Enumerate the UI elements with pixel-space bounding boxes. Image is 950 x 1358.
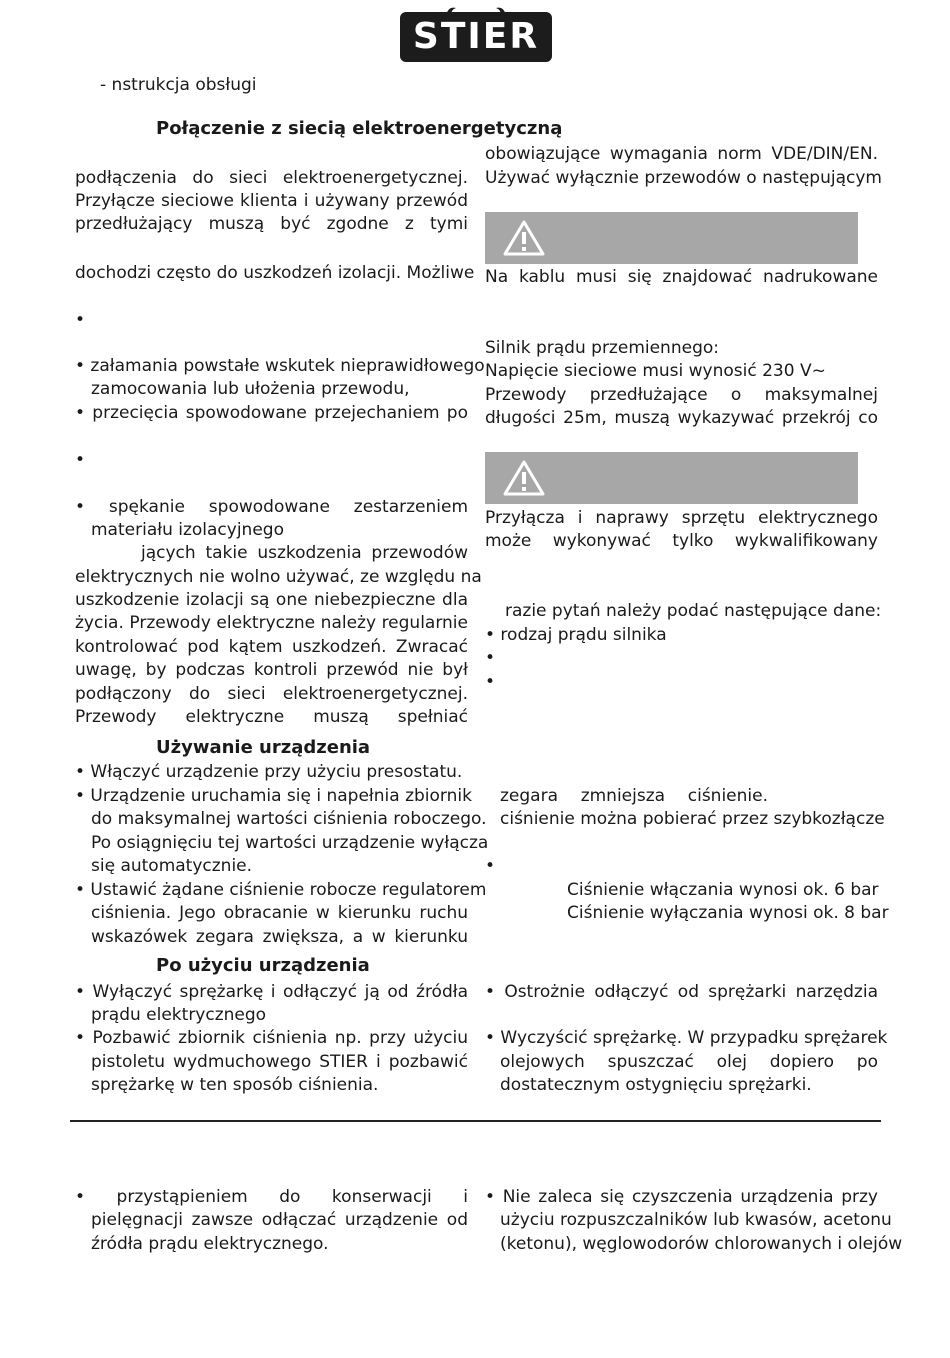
text-line: dochodzi często do uszkodzeń izolacji. Możliwe	[75, 263, 475, 283]
list-item-continuation: pistoletu wydmuchowego STIER i pozbawić	[91, 1052, 468, 1072]
bullet-empty: •	[485, 672, 496, 692]
heading-power-connection: Połączenie z siecią elektroenergetyczną	[156, 118, 563, 139]
list-item-continuation: dostatecznym ostygnięciu sprężarki.	[500, 1075, 812, 1095]
list-item-continuation: użyciu rozpuszczalników lub kwasów, acetonu	[500, 1210, 892, 1230]
text-line: Silnik prądu przemiennego:	[485, 338, 719, 358]
text-line: Przewody elektryczne muszą spełniać	[75, 707, 468, 727]
warning-box	[485, 212, 858, 264]
text-line: podłączenia do sieci elektroenergetycznej.	[75, 168, 468, 188]
list-item-continuation: źródła prądu elektrycznego.	[91, 1234, 329, 1254]
text-line: może wykonywać tylko wykwalifikowany	[485, 531, 878, 551]
list-item-continuation: ciśnienia. Jego obracanie w kierunku ruchu	[91, 903, 468, 923]
list-item: • przecięcia spowodowane przejechaniem po	[75, 403, 468, 423]
list-item-continuation: prądu elektrycznego	[91, 1005, 267, 1025]
list-item: • Urządzenie uruchamia się i napełnia zbiornik	[75, 786, 472, 806]
list-item: • przystąpieniem do konserwacji i	[75, 1187, 468, 1207]
list-item-continuation: zamocowania lub ułożenia przewodu,	[91, 379, 410, 399]
text-line: kontrolować pod kątem uszkodzeń. Zwracać	[75, 637, 468, 657]
list-item: • Pozbawić zbiornik ciśnienia np. przy użyciu	[75, 1028, 468, 1048]
heading-after-use: Po użyciu urządzenia	[156, 955, 370, 976]
bullet-empty: •	[485, 856, 496, 876]
list-item: • rodzaj prądu silnika	[485, 625, 667, 645]
list-item: • Włączyć urządzenie przy użyciu presostatu.	[75, 762, 463, 782]
list-item: • Ustawić żądane ciśnienie robocze regulatorem	[75, 880, 487, 900]
warning-box	[485, 452, 858, 504]
list-item: • Wyłączyć sprężarkę i odłączyć ją od źródła	[75, 982, 468, 1002]
text-line: obowiązujące wymagania norm VDE/DIN/EN.	[485, 144, 878, 164]
text-line: Przewody przedłużające o maksymalnej	[485, 385, 878, 405]
warning-triangle-icon	[503, 220, 545, 256]
list-item-continuation: się automatycznie.	[91, 856, 253, 876]
text-line: Przyłącze sieciowe klienta i używany przewód	[75, 191, 468, 211]
heading-using-device: Używanie urządzenia	[156, 737, 371, 758]
logo-text: STIER	[412, 16, 540, 57]
text-line: Ciśnienie wyłączania wynosi ok. 8 bar	[567, 903, 889, 923]
list-item-continuation: sprężarkę w ten sposób ciśnienia.	[91, 1075, 379, 1095]
list-item: • Ostrożnie odłączyć od sprężarki narzędzia	[485, 982, 878, 1002]
text-line: podłączony do sieci elektroenergetycznej.	[75, 684, 468, 704]
bullet-empty: •	[485, 648, 496, 668]
text-line: jących takie uszkodzenia przewodów	[141, 543, 468, 563]
list-item: • załamania powstałe wskutek nieprawidłowego	[75, 356, 485, 376]
text-line: ciśnienie można pobierać przez szybkozłącze	[500, 809, 885, 829]
list-item-continuation: pielęgnacji zawsze odłączać urządzenie od	[91, 1210, 468, 1230]
text-line: elektrycznych nie wolno używać, ze względu na	[75, 567, 482, 587]
header-line: - nstrukcja obsługi	[100, 75, 257, 95]
text-line: Napięcie sieciowe musi wynosić 230 V~	[485, 361, 826, 381]
text-line: życia. Przewody elektryczne należy regularnie	[75, 613, 468, 633]
warning-triangle-icon	[503, 460, 545, 496]
list-item-continuation: Po osiągnięciu tej wartości urządzenie wyłącza	[91, 833, 489, 853]
list-item: • Wyczyścić sprężarkę. W przypadku sprężarek	[485, 1028, 888, 1048]
text-line: Ciśnienie włączania wynosi ok. 6 bar	[567, 880, 879, 900]
list-item-continuation: do maksymalnej wartości ciśnienia roboczego.	[91, 809, 487, 829]
text-line: Używać wyłącznie przewodów o następującym	[485, 168, 882, 188]
text-line: uszkodzenie izolacji są one niebezpieczne dla	[75, 590, 468, 610]
text-line: Na kablu musi się znajdować nadrukowane	[485, 267, 878, 287]
section-divider	[70, 1120, 881, 1122]
text-line: zegara zmniejsza ciśnienie.	[500, 786, 768, 806]
list-item-continuation: olejowych spuszczać olej dopiero po	[500, 1052, 878, 1072]
text-line: uwagę, by podczas kontroli przewód nie był	[75, 660, 468, 680]
list-item-continuation: (ketonu), węglowodorów chlorowanych i olejów	[500, 1234, 903, 1254]
bullet-empty: •	[75, 450, 86, 470]
list-item-continuation: wskazówek zegara zwiększa, a w kierunku	[91, 927, 468, 947]
list-item: • spękanie spowodowane zestarzeniem	[75, 497, 468, 517]
text-line: przedłużający muszą być zgodne z tymi	[75, 214, 468, 234]
text-line: razie pytań należy podać następujące dane:	[505, 601, 882, 621]
horn-right-icon	[486, 6, 506, 16]
list-item-continuation: materiału izolacyjnego	[91, 520, 284, 540]
text-line: długości 25m, muszą wykazywać przekrój co	[485, 408, 878, 428]
list-item: • Nie zaleca się czyszczenia urządzenia przy	[485, 1187, 878, 1207]
horn-left-icon	[446, 6, 466, 16]
text-line: Przyłącza i naprawy sprzętu elektrycznego	[485, 508, 878, 528]
bullet-empty: •	[75, 310, 86, 330]
stier-logo	[400, 12, 552, 62]
